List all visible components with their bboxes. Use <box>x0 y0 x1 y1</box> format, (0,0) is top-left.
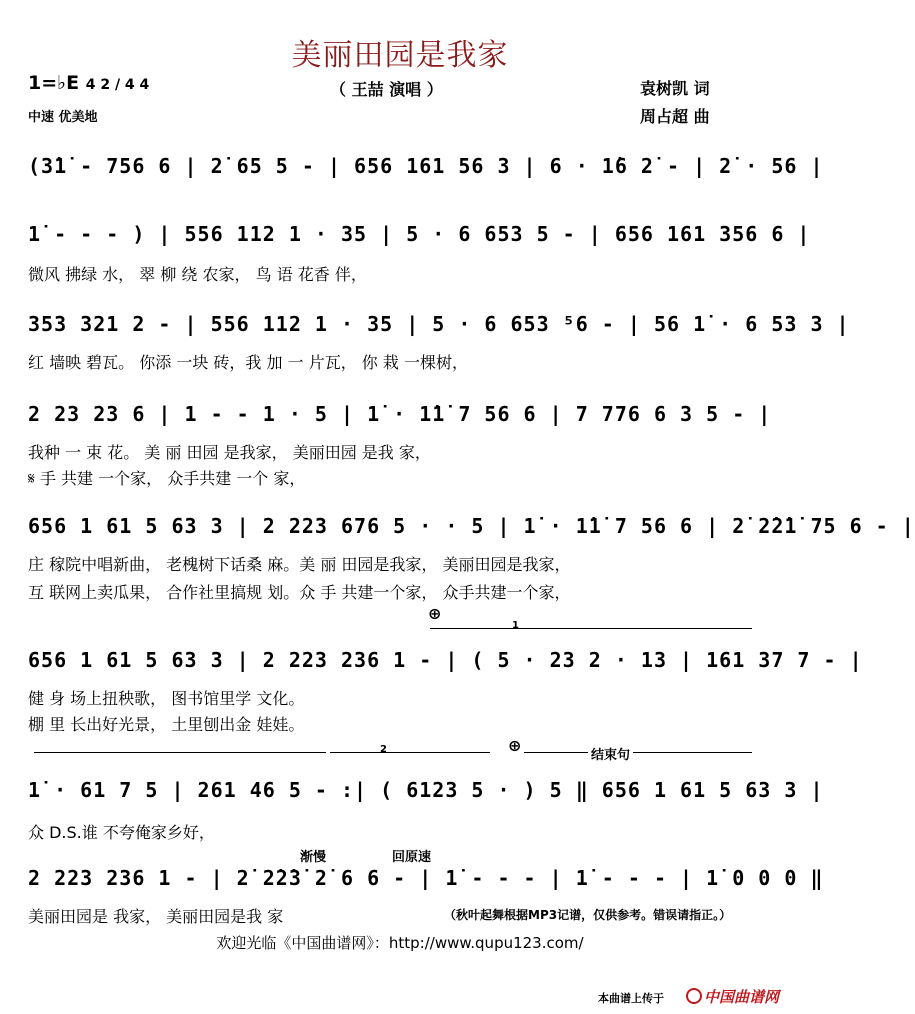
lyric-line: 微风 拂绿 水， 翠 柳 绕 农家， 鸟 语 花香 伴， <box>28 265 367 284</box>
volta-bracket <box>330 752 490 753</box>
lyric-line: 棚 里 长出好光景， 土里刨出金 娃娃。 <box>28 715 305 734</box>
lyric-line: 健 身 场上扭秧歌， 图书馆里学 文化。 <box>28 689 305 708</box>
lyric-line: 庄 稼院中唱新曲， 老槐树下话桑 麻。美 丽 田园是我家， 美丽田园是我家， <box>28 555 571 574</box>
coda-sign: ⊕ <box>508 736 522 755</box>
notation-row: (3̇1̇ - 756 6 | 2̇ 65 5 - | 656 161 56 3 | 6 · 1̇6 2̇ - | 2̇ · 56 | <box>28 154 824 178</box>
site-footer: 欢迎光临《中国曲谱网》：http://www.qupu123.com/ <box>216 934 584 952</box>
a-tempo-mark: 回原速 <box>392 850 432 865</box>
ritardando-mark: 渐慢 <box>300 850 327 865</box>
lyric-line: 红 墙映 碧瓦。 你添 一块 砖，我 加 一 片瓦， 你 栽 一棵树， <box>28 353 468 372</box>
logo-text: 中国曲谱网 <box>704 988 780 1006</box>
notation-row: 1̇ - - - ) | 556 112 1 · 35 | 5 · 6 653 5 - | 656 161 356 6 | <box>28 222 811 246</box>
site-logo <box>686 986 779 1007</box>
lyric-line: 互 联网上卖瓜果， 合作社里搞规 划。众 手 共建一个家， 众手共建一个家， <box>28 583 571 602</box>
lyric-line: 我种 一 束 花。 美 丽 田园 是我家， 美丽田园 是我 家， <box>28 443 431 462</box>
singer-credit: （ 王喆 演唱 ） <box>330 80 443 99</box>
song-title: 美丽田园是我家 <box>291 38 509 73</box>
notation-row: 1̇ · 61 7 5 | 261 46 5 - :| ( 6123 5 · ) 5 ‖ 656 1 61 5 63 3 | <box>28 778 824 802</box>
lyric-line: 𝄋 手 共建 一个家， 众手共建 一个 家， <box>28 469 306 488</box>
logo-icon <box>686 988 702 1004</box>
ending-label: 结束句 <box>588 744 633 763</box>
lyric-line: 美丽田园是 我家， 美丽田园是我 家 <box>28 907 284 926</box>
volta-2-label: 2 <box>380 744 387 755</box>
notation-row: 656 1 61 5 63 3 | 2 223 676 5 · · 5 | 1̇ · 1̇1̇ 7 56 6 | 2̇ 2̇2̇1̇ 75 6 - | <box>28 514 915 538</box>
key-signature <box>28 72 149 94</box>
notation-row: 353 321 2 - | 556 112 1 · 35 | 5 · 6 653 ⁵6 - | 56 1̇ · 6 53 3 | <box>28 312 850 336</box>
notation-row: 656 1 61 5 63 3 | 2 223 236 1 - | ( 5 · 23 2 · 13 | 161 37 7 - | <box>28 648 863 672</box>
tempo-marking: 中速 优美地 <box>28 110 98 125</box>
volta-bracket <box>34 752 326 753</box>
time-signature: 4 2 / 4 4 <box>85 77 150 93</box>
composer-credit: 周占超 曲 <box>640 107 710 126</box>
lyricist-credit: 袁树凯 词 <box>640 79 710 98</box>
ending-bracket <box>524 752 752 753</box>
notation-row: 2 223 236 1 - | 2̇ 2̇2̇3̇ 2̇ 6 6 - | 1̇ - - - | 1̇ - - - | 1̇ 0 0 0 ‖ <box>28 866 824 890</box>
upload-label: 本曲谱上传于 <box>598 992 664 1005</box>
key-label: 1=♭E <box>28 72 80 94</box>
coda-sign: ⊕ <box>428 604 442 623</box>
transcription-note: （秋叶起舞根据MP3记谱，仅供参考。错误请指正。） <box>444 908 732 922</box>
notation-row: 2 23 23 6 | 1 - - 1 · 5 | 1̇ · 1̇1̇ 7 56 6 | 7 776 6 3 5 - | <box>28 402 772 426</box>
volta-bracket <box>430 628 752 629</box>
lyric-line: 众 D.S.谁 不夸俺家乡好， <box>28 823 215 842</box>
volta-1-label: 1 <box>512 620 519 631</box>
